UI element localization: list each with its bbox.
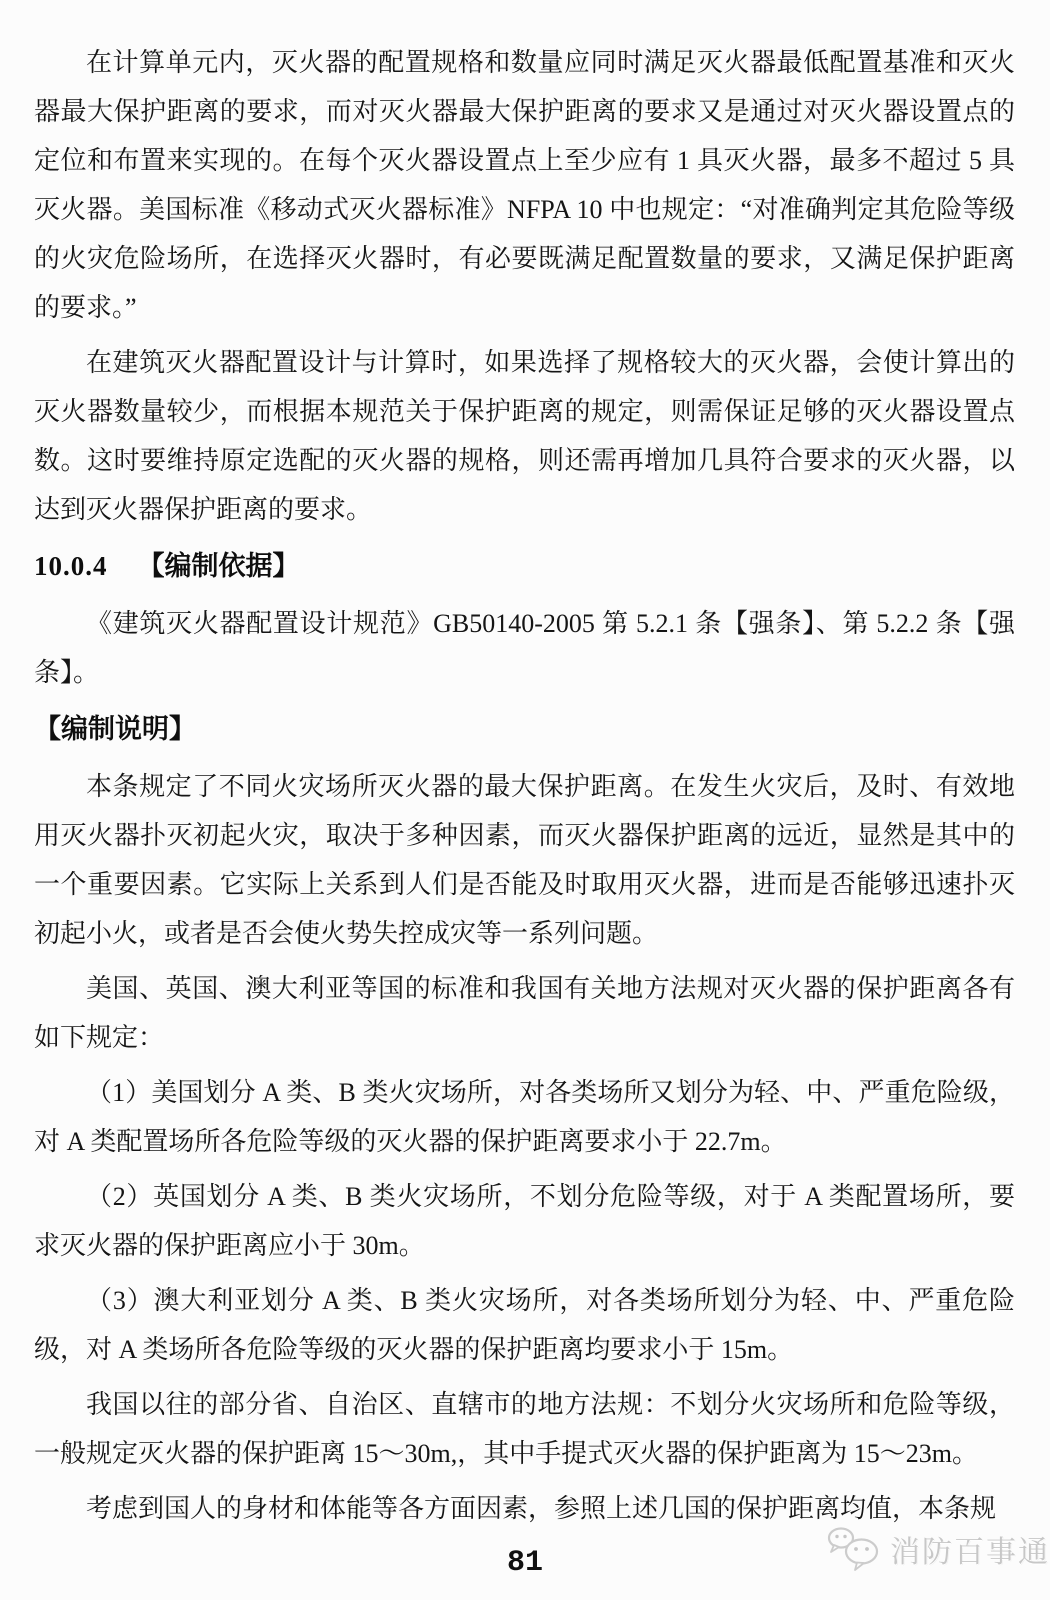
document-body bbox=[34, 38, 1015, 1539]
paragraph-uk-rule: （2）英国划分 A 类、B 类火灾场所，不划分危险等级，对于 A 类配置场所，要求灭火器的保护距离应小于 30m。 bbox=[34, 1182, 1015, 1260]
section-heading-notes bbox=[34, 705, 1015, 754]
clause-number: 10.0.4 bbox=[34, 551, 108, 581]
paragraph-design-calculation: 在建筑灭火器配置设计与计算时，如果选择了规格较大的灭火器，会使计算出的灭火器数量较少，而根据本规范关于保护距离的规定，则需保证足够的灭火器设置点数。这时要维持原定选配的灭火器的规格，则还需再增加几具符合要求的灭火器，以达到灭火器保护距离的要求。 bbox=[34, 348, 1015, 524]
section-heading-basis bbox=[34, 542, 1015, 591]
clause-title: 【编制依据】 bbox=[137, 551, 300, 581]
paragraph-basis-reference: 《建筑灭火器配置设计规范》GB50140-2005 第 5.2.1 条【强条】、第 5.2.2 条【强条】。 bbox=[34, 609, 1015, 687]
paragraph-china-local-rules: 我国以往的部分省、自治区、直辖市的地方法规：不划分火灾场所和危险等级，一般规定灭火器的保护距离 15～30m,，其中手提式灭火器的保护距离为 15～23m。 bbox=[34, 1390, 1015, 1468]
paragraph-usa-rule: （1）美国划分 A 类、B 类火灾场所，对各类场所又划分为轻、中、严重危险级，对 A 类配置场所各危险等级的灭火器的保护距离要求小于 22.7m。 bbox=[34, 1078, 1015, 1156]
watermark-text: 消防百事通 bbox=[890, 1536, 1050, 1569]
page-number: 81 bbox=[506, 1546, 543, 1580]
paragraph-australia-rule: （3）澳大利亚划分 A 类、B 类火灾场所，对各类场所划分为轻、中、严重危险级，对 A 类场所各危险等级的灭火器的保护距离均要求小于 15m。 bbox=[34, 1286, 1015, 1364]
clause-title: 【编制说明】 bbox=[34, 714, 196, 744]
paragraph-foreign-standards: 美国、英国、澳大利亚等国的标准和我国有关地方法规对灭火器的保护距离各有如下规定： bbox=[34, 974, 1015, 1052]
paragraph-calculation-unit: 在计算单元内，灭火器的配置规格和数量应同时满足灭火器最低配置基准和灭火器最大保护距离的要求，而对灭火器最大保护距离的要求又是通过对灭火器设置点的定位和布置来实现的。在每个灭火器设置点上至少应有 1 具灭火器，最多不超过 5 具灭火器。美国标准《移动式灭火器标准》NFPA 10 中也规定：“对准确判定其危险等级的火灾危险场所，在选择灭火器时，有必要既满足配置数量的要求，又满足保护距离的要求。” bbox=[34, 48, 1015, 322]
paragraph-conclusion: 考虑到国人的身材和体能等各方面因素，参照上述几国的保护距离均值，本条规 bbox=[86, 1494, 997, 1523]
paragraph-notes-intro: 本条规定了不同火灾场所灭火器的最大保护距离。在发生火灾后，及时、有效地用灭火器扑灭初起火灾，取决于多种因素，而灭火器保护距离的远近，显然是其中的一个重要因素。它实际上关系到人们是否能及时取用灭火器，进而是否能够迅速扑灭初起小火，或者是否会使火势失控成灾等一系列问题。 bbox=[34, 772, 1015, 948]
